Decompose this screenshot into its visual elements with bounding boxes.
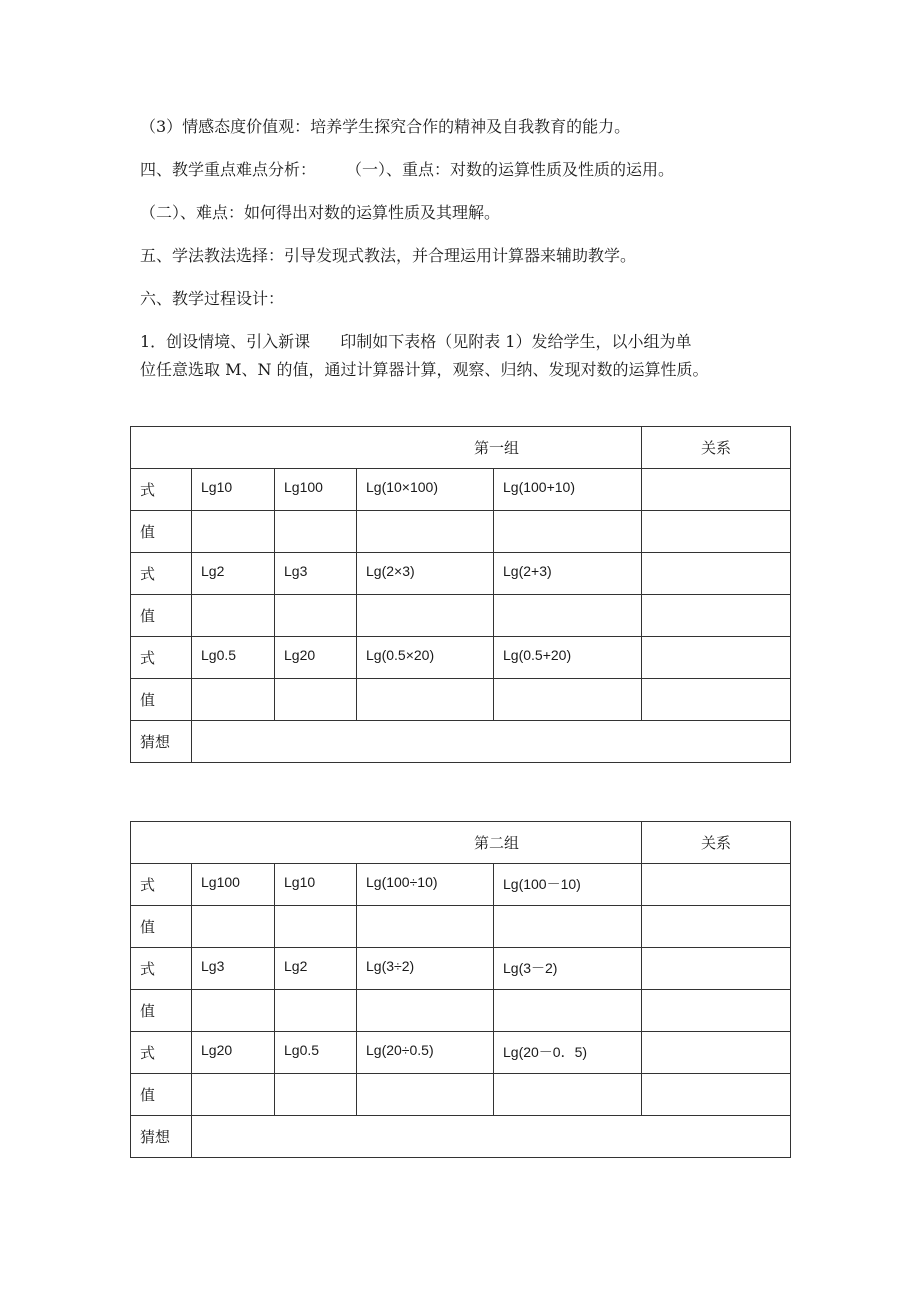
formula-cell: Lg100 xyxy=(192,864,275,906)
value-cell[interactable] xyxy=(275,990,357,1032)
step-title: 1．创设情境、引入新课 xyxy=(140,332,311,351)
relation-header: 关系 xyxy=(642,427,791,469)
formula-cell: Lg(100+10) xyxy=(494,469,642,511)
value-cell[interactable] xyxy=(275,906,357,948)
relation-cell[interactable] xyxy=(642,511,791,553)
relation-cell[interactable] xyxy=(642,679,791,721)
formula-cell: Lg(100－10) xyxy=(494,864,642,906)
row-label-formula: 式 xyxy=(131,948,192,990)
formula-cell: Lg(100÷10) xyxy=(357,864,494,906)
table-row xyxy=(131,864,791,906)
value-cell[interactable] xyxy=(192,906,275,948)
value-cell[interactable] xyxy=(357,595,494,637)
relation-cell[interactable] xyxy=(642,948,791,990)
value-cell[interactable] xyxy=(192,511,275,553)
value-cell[interactable] xyxy=(357,679,494,721)
table-row xyxy=(131,948,791,990)
section-heading-key-difficult: 四、教学重点难点分析： xyxy=(140,160,317,179)
table-row xyxy=(131,1032,791,1074)
guess-cell[interactable] xyxy=(192,721,791,763)
row-label-formula: 式 xyxy=(131,637,192,679)
value-cell[interactable] xyxy=(192,1074,275,1116)
relation-cell[interactable] xyxy=(642,906,791,948)
relation-cell[interactable] xyxy=(642,553,791,595)
table-row xyxy=(131,679,791,721)
value-cell[interactable] xyxy=(192,595,275,637)
relation-cell[interactable] xyxy=(642,1032,791,1074)
formula-cell: Lg(20－0．5) xyxy=(494,1032,642,1074)
relation-header: 关系 xyxy=(642,822,791,864)
row-label-value: 值 xyxy=(131,906,192,948)
table-row xyxy=(131,637,791,679)
value-cell[interactable] xyxy=(275,511,357,553)
row-label-value: 值 xyxy=(131,1074,192,1116)
formula-cell: Lg(3÷2) xyxy=(357,948,494,990)
value-cell[interactable] xyxy=(357,990,494,1032)
row-label-formula: 式 xyxy=(131,469,192,511)
row-label-formula: 式 xyxy=(131,553,192,595)
row-label-value: 值 xyxy=(131,679,192,721)
value-cell[interactable] xyxy=(494,679,642,721)
value-cell[interactable] xyxy=(192,990,275,1032)
table-row xyxy=(131,990,791,1032)
row-label-value: 值 xyxy=(131,511,192,553)
row-label-value: 值 xyxy=(131,990,192,1032)
value-cell[interactable] xyxy=(275,595,357,637)
paragraph-affective-goal: （3）情感态度价值观：培养学生探究合作的精神及自我教育的能力。 xyxy=(140,117,631,136)
row-label-guess: 猜想 xyxy=(131,721,192,763)
paragraph-method: 五、学法教法选择：引导发现式教法，并合理运用计算器来辅助教学。 xyxy=(140,246,637,265)
table-row xyxy=(131,906,791,948)
step-text: 印制如下表格（见附表 1）发给学生，以小组为单 xyxy=(340,332,692,351)
relation-cell[interactable] xyxy=(642,1074,791,1116)
formula-cell: Lg0.5 xyxy=(192,637,275,679)
row-label-guess: 猜想 xyxy=(131,1116,192,1158)
value-cell[interactable] xyxy=(192,679,275,721)
table-group-1 xyxy=(130,426,791,763)
formula-cell: Lg(0.5+20) xyxy=(494,637,642,679)
value-cell[interactable] xyxy=(494,1074,642,1116)
value-cell[interactable] xyxy=(357,1074,494,1116)
value-cell[interactable] xyxy=(494,990,642,1032)
key-point-text: （一）、重点：对数的运算性质及性质的运用。 xyxy=(346,160,675,179)
formula-cell: Lg(2×3) xyxy=(357,553,494,595)
formula-cell: Lg(3－2) xyxy=(494,948,642,990)
table-row xyxy=(131,511,791,553)
group-title: 第一组 xyxy=(474,439,520,457)
formula-cell: Lg2 xyxy=(192,553,275,595)
table-row xyxy=(131,595,791,637)
row-label-formula: 式 xyxy=(131,864,192,906)
relation-cell[interactable] xyxy=(642,595,791,637)
formula-cell: Lg10 xyxy=(275,864,357,906)
relation-cell[interactable] xyxy=(642,637,791,679)
table-header-row xyxy=(131,822,791,864)
formula-cell: Lg10 xyxy=(192,469,275,511)
table-row xyxy=(131,469,791,511)
value-cell[interactable] xyxy=(494,511,642,553)
formula-cell: Lg20 xyxy=(275,637,357,679)
table-row xyxy=(131,1074,791,1116)
value-cell[interactable] xyxy=(357,511,494,553)
paragraph-intro-1 xyxy=(140,332,800,352)
paragraph-intro-2: 位任意选取 M、N 的值，通过计算器计算，观察、归纳、发现对数的运算性质。 xyxy=(140,360,709,379)
relation-cell[interactable] xyxy=(642,864,791,906)
formula-cell: Lg3 xyxy=(192,948,275,990)
formula-cell: Lg(20÷0.5) xyxy=(357,1032,494,1074)
group-title-cell xyxy=(131,822,642,864)
formula-cell: Lg(10×100) xyxy=(357,469,494,511)
formula-cell: Lg100 xyxy=(275,469,357,511)
value-cell[interactable] xyxy=(494,906,642,948)
group-title-cell xyxy=(131,427,642,469)
value-cell[interactable] xyxy=(357,906,494,948)
paragraph-difficult-point: （二）、难点：如何得出对数的运算性质及其理解。 xyxy=(140,203,501,222)
relation-cell[interactable] xyxy=(642,990,791,1032)
row-label-value: 值 xyxy=(131,595,192,637)
table-row xyxy=(131,553,791,595)
formula-cell: Lg0.5 xyxy=(275,1032,357,1074)
table-group-2 xyxy=(130,821,791,1158)
formula-cell: Lg20 xyxy=(192,1032,275,1074)
formula-cell: Lg2 xyxy=(275,948,357,990)
value-cell[interactable] xyxy=(275,1074,357,1116)
relation-cell[interactable] xyxy=(642,469,791,511)
value-cell[interactable] xyxy=(275,679,357,721)
guess-cell[interactable] xyxy=(192,1116,791,1158)
paragraph-key-points xyxy=(140,160,800,180)
row-label-formula: 式 xyxy=(131,1032,192,1074)
formula-cell: Lg(2+3) xyxy=(494,553,642,595)
value-cell[interactable] xyxy=(494,595,642,637)
group-title: 第二组 xyxy=(474,834,520,852)
table-row xyxy=(131,721,791,763)
paragraph-process-heading: 六、教学过程设计： xyxy=(140,289,285,308)
table-row xyxy=(131,1116,791,1158)
formula-cell: Lg(0.5×20) xyxy=(357,637,494,679)
formula-cell: Lg3 xyxy=(275,553,357,595)
table-header-row xyxy=(131,427,791,469)
